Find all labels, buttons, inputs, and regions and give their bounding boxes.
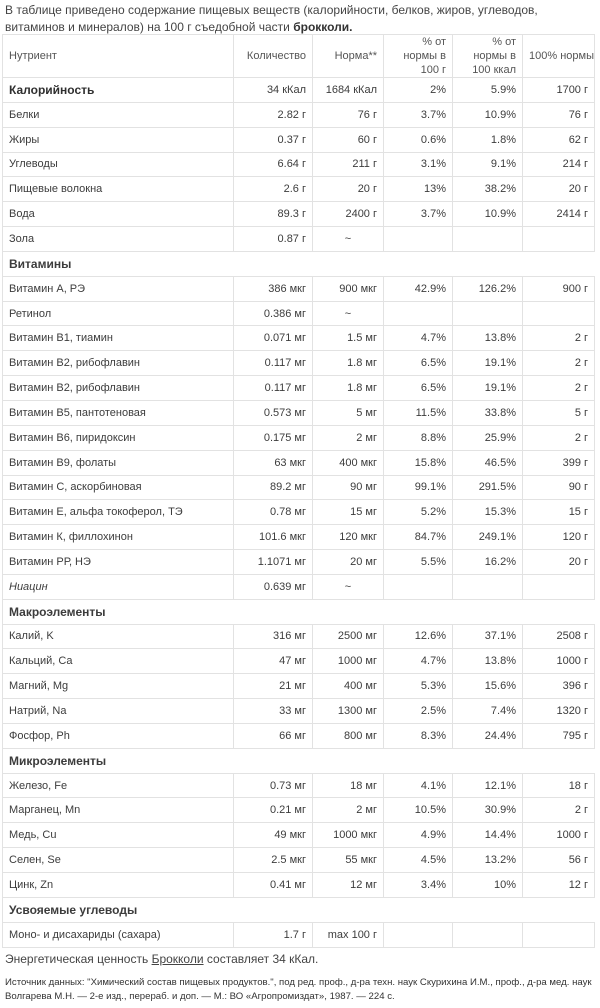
pct-100g-cell: 11.5% xyxy=(384,400,453,425)
full-norm-cell: 2 г xyxy=(523,798,595,823)
pct-100g-cell: 0.6% xyxy=(384,127,453,152)
amount-cell: 21 мг xyxy=(234,674,313,699)
full-norm-cell: 62 г xyxy=(523,127,595,152)
col-header-pct-100g: % от нормы в 100 г xyxy=(384,35,453,78)
section-filler xyxy=(453,599,523,624)
nutrient-name: Железо, Fe xyxy=(3,773,234,798)
table-row xyxy=(3,525,595,550)
pct-100kcal-cell xyxy=(453,301,523,326)
section-filler xyxy=(234,599,313,624)
section-filler xyxy=(313,897,384,922)
amount-cell: 34 кКал xyxy=(234,78,313,103)
pct-100kcal-cell: 13.8% xyxy=(453,326,523,351)
pct-100g-cell: 5.5% xyxy=(384,550,453,575)
table-row xyxy=(3,351,595,376)
amount-cell: 0.87 г xyxy=(234,227,313,252)
pct-100kcal-cell xyxy=(453,922,523,947)
pct-100g-cell: 99.1% xyxy=(384,475,453,500)
section-filler xyxy=(234,897,313,922)
full-norm-cell: 20 г xyxy=(523,550,595,575)
pct-100g-cell: 12.6% xyxy=(384,624,453,649)
pct-100kcal-cell: 126.2% xyxy=(453,276,523,301)
pct-100kcal-cell: 10.9% xyxy=(453,202,523,227)
nutrient-name: Ретинол xyxy=(3,301,234,326)
col-header-norm: Норма** xyxy=(313,35,384,78)
pct-100kcal-cell: 19.1% xyxy=(453,351,523,376)
nutrition-table xyxy=(2,34,595,948)
section-filler xyxy=(523,748,595,773)
norm-cell: 400 мкг xyxy=(313,450,384,475)
nutrient-name: Калий, K xyxy=(3,624,234,649)
norm-cell: 1000 мг xyxy=(313,649,384,674)
pct-100kcal-cell: 7.4% xyxy=(453,699,523,724)
amount-cell: 101.6 мкг xyxy=(234,525,313,550)
product-link[interactable]: Брокколи xyxy=(151,952,204,966)
norm-cell: 2 мг xyxy=(313,425,384,450)
full-norm-cell: 5 г xyxy=(523,400,595,425)
pct-100g-cell: 8.3% xyxy=(384,723,453,748)
norm-cell: 5 мг xyxy=(313,400,384,425)
section-filler xyxy=(523,251,595,276)
section-title: Макроэлементы xyxy=(3,599,234,624)
amount-cell: 316 мг xyxy=(234,624,313,649)
full-norm-cell: 76 г xyxy=(523,102,595,127)
amount-cell: 0.37 г xyxy=(234,127,313,152)
nutrient-name: Вода xyxy=(3,202,234,227)
pct-100g-cell: 10.5% xyxy=(384,798,453,823)
norm-cell: 2400 г xyxy=(313,202,384,227)
table-row xyxy=(3,301,595,326)
pct-100g-cell: 3.7% xyxy=(384,102,453,127)
nutrient-name: Витамин В2, рибофлавин xyxy=(3,351,234,376)
table-row xyxy=(3,127,595,152)
nutrient-name: Витамин C, аскорбиновая xyxy=(3,475,234,500)
amount-cell: 0.386 мг xyxy=(234,301,313,326)
table-row xyxy=(3,574,595,599)
norm-cell: 120 мкг xyxy=(313,525,384,550)
source-citation: Источник данных: "Химический состав пищевых продуктов.", под ред. проф., д-ра техн. наук Скурихина И.М., проф., д-ра мед. наук Волгарева М.Н. — 2-е изд., перераб. и доп. — М.: ВО «Агропромиздат», 1987. — 224 с. xyxy=(5,977,592,1002)
table-row xyxy=(3,376,595,401)
pct-100kcal-cell: 291.5% xyxy=(453,475,523,500)
pct-100g-cell: 5.2% xyxy=(384,500,453,525)
nutrient-name: Марганец, Mn xyxy=(3,798,234,823)
nutrient-name: Витамин В9, фолаты xyxy=(3,450,234,475)
table-row xyxy=(3,276,595,301)
section-header-row xyxy=(3,897,595,922)
norm-cell: 1000 мкг xyxy=(313,823,384,848)
nutrient-name: Моно- и дисахариды (сахара) xyxy=(3,922,234,947)
pct-100kcal-cell: 33.8% xyxy=(453,400,523,425)
amount-cell: 0.78 мг xyxy=(234,500,313,525)
amount-cell: 0.639 мг xyxy=(234,574,313,599)
section-filler xyxy=(523,599,595,624)
pct-100g-cell: 4.1% xyxy=(384,773,453,798)
amount-cell: 49 мкг xyxy=(234,823,313,848)
pct-100g-cell: 4.5% xyxy=(384,848,453,873)
norm-cell: 1.8 мг xyxy=(313,351,384,376)
full-norm-cell: 1000 г xyxy=(523,649,595,674)
nutrient-name: Витамин В5, пантотеновая xyxy=(3,400,234,425)
col-header-nutrient: Нутриент xyxy=(3,35,234,78)
section-filler xyxy=(453,897,523,922)
nutrient-name: Витамин В6, пиридоксин xyxy=(3,425,234,450)
amount-cell: 0.117 мг xyxy=(234,376,313,401)
table-row xyxy=(3,78,595,103)
pct-100kcal-cell: 9.1% xyxy=(453,152,523,177)
amount-cell: 2.6 г xyxy=(234,177,313,202)
col-header-amount: Количество xyxy=(234,35,313,78)
section-filler xyxy=(384,251,453,276)
section-filler xyxy=(313,599,384,624)
pct-100g-cell: 2.5% xyxy=(384,699,453,724)
full-norm-cell: 795 г xyxy=(523,723,595,748)
amount-cell: 0.071 мг xyxy=(234,326,313,351)
amount-cell: 2.82 г xyxy=(234,102,313,127)
full-norm-cell: 2414 г xyxy=(523,202,595,227)
pct-100kcal-cell: 249.1% xyxy=(453,525,523,550)
pct-100g-cell: 3.7% xyxy=(384,202,453,227)
nutrient-name: Углеводы xyxy=(3,152,234,177)
norm-cell: 800 мг xyxy=(313,723,384,748)
pct-100kcal-cell: 37.1% xyxy=(453,624,523,649)
full-norm-cell: 120 г xyxy=(523,525,595,550)
pct-100kcal-cell xyxy=(453,574,523,599)
full-norm-cell: 20 г xyxy=(523,177,595,202)
table-row xyxy=(3,823,595,848)
table-row xyxy=(3,550,595,575)
amount-cell: 2.5 мкг xyxy=(234,848,313,873)
norm-cell: ~ xyxy=(313,227,384,252)
amount-cell: 0.41 мг xyxy=(234,873,313,898)
pct-100g-cell: 4.7% xyxy=(384,326,453,351)
full-norm-cell: 2508 г xyxy=(523,624,595,649)
full-norm-cell xyxy=(523,227,595,252)
pct-100g-cell: 3.4% xyxy=(384,873,453,898)
pct-100g-cell xyxy=(384,922,453,947)
table-row xyxy=(3,922,595,947)
section-filler xyxy=(234,748,313,773)
nutrient-name: Ниацин xyxy=(3,574,234,599)
norm-cell: 900 мкг xyxy=(313,276,384,301)
table-row xyxy=(3,400,595,425)
pct-100g-cell: 4.7% xyxy=(384,649,453,674)
norm-cell: 76 г xyxy=(313,102,384,127)
pct-100kcal-cell xyxy=(453,227,523,252)
norm-cell: 1684 кКал xyxy=(313,78,384,103)
col-header-full-norm: 100% нормы xyxy=(523,35,595,78)
amount-cell: 1.7 г xyxy=(234,922,313,947)
nutrient-name: Витамин В2, рибофлавин xyxy=(3,376,234,401)
pct-100g-cell xyxy=(384,227,453,252)
table-row xyxy=(3,475,595,500)
pct-100g-cell xyxy=(384,301,453,326)
amount-cell: 0.117 мг xyxy=(234,351,313,376)
table-row xyxy=(3,798,595,823)
section-filler xyxy=(453,251,523,276)
pct-100kcal-cell: 10.9% xyxy=(453,102,523,127)
full-norm-cell: 214 г xyxy=(523,152,595,177)
pct-100g-cell: 42.9% xyxy=(384,276,453,301)
nutrient-name: Витамин К, филлохинон xyxy=(3,525,234,550)
table-row xyxy=(3,773,595,798)
amount-cell: 47 мг xyxy=(234,649,313,674)
pct-100kcal-cell: 15.6% xyxy=(453,674,523,699)
nutrient-name: Цинк, Zn xyxy=(3,873,234,898)
full-norm-cell: 15 г xyxy=(523,500,595,525)
amount-cell: 33 мг xyxy=(234,699,313,724)
section-filler xyxy=(384,748,453,773)
table-header-row xyxy=(3,35,595,78)
full-norm-cell: 900 г xyxy=(523,276,595,301)
pct-100kcal-cell: 10% xyxy=(453,873,523,898)
pct-100kcal-cell: 25.9% xyxy=(453,425,523,450)
full-norm-cell: 18 г xyxy=(523,773,595,798)
norm-cell: 1.5 мг xyxy=(313,326,384,351)
section-title: Микроэлементы xyxy=(3,748,234,773)
intro-sentence: В таблице приведено содержание пищевых веществ (калорийности, белков, жиров, углеводов, витаминов и минералов) на 100 г съедобной части xyxy=(5,3,538,34)
full-norm-cell: 396 г xyxy=(523,674,595,699)
table-row xyxy=(3,450,595,475)
pct-100g-cell: 6.5% xyxy=(384,351,453,376)
pct-100kcal-cell: 30.9% xyxy=(453,798,523,823)
full-norm-cell xyxy=(523,574,595,599)
norm-cell: 1300 мг xyxy=(313,699,384,724)
pct-100kcal-cell: 15.3% xyxy=(453,500,523,525)
amount-cell: 0.21 мг xyxy=(234,798,313,823)
full-norm-cell: 1320 г xyxy=(523,699,595,724)
pct-100kcal-cell: 14.4% xyxy=(453,823,523,848)
table-row xyxy=(3,227,595,252)
nutrient-name: Витамин А, РЭ xyxy=(3,276,234,301)
section-filler xyxy=(453,748,523,773)
table-row xyxy=(3,624,595,649)
section-title: Витамины xyxy=(3,251,234,276)
norm-cell: 18 мг xyxy=(313,773,384,798)
pct-100g-cell: 8.8% xyxy=(384,425,453,450)
pct-100g-cell: 2% xyxy=(384,78,453,103)
full-norm-cell: 399 г xyxy=(523,450,595,475)
amount-cell: 89.3 г xyxy=(234,202,313,227)
table-row xyxy=(3,723,595,748)
nutrient-name: Кальций, Ca xyxy=(3,649,234,674)
table-row xyxy=(3,674,595,699)
pct-100g-cell: 5.3% xyxy=(384,674,453,699)
norm-cell: ~ xyxy=(313,574,384,599)
table-row xyxy=(3,326,595,351)
section-header-row xyxy=(3,748,595,773)
norm-cell: 55 мкг xyxy=(313,848,384,873)
pct-100g-cell: 84.7% xyxy=(384,525,453,550)
full-norm-cell: 1700 г xyxy=(523,78,595,103)
norm-cell: max 100 г xyxy=(313,922,384,947)
norm-cell: 15 мг xyxy=(313,500,384,525)
pct-100kcal-cell: 13.8% xyxy=(453,649,523,674)
table-row xyxy=(3,177,595,202)
table-row xyxy=(3,699,595,724)
pct-100g-cell: 6.5% xyxy=(384,376,453,401)
amount-cell: 66 мг xyxy=(234,723,313,748)
full-norm-cell xyxy=(523,922,595,947)
pct-100g-cell: 3.1% xyxy=(384,152,453,177)
table-row xyxy=(3,500,595,525)
table-row xyxy=(3,848,595,873)
full-norm-cell: 12 г xyxy=(523,873,595,898)
pct-100kcal-cell: 16.2% xyxy=(453,550,523,575)
table-row xyxy=(3,102,595,127)
section-title: Усвояемые углеводы xyxy=(3,897,234,922)
nutrient-name: Магний, Mg xyxy=(3,674,234,699)
nutrient-name: Пищевые волокна xyxy=(3,177,234,202)
norm-cell: ~ xyxy=(313,301,384,326)
norm-cell: 2500 мг xyxy=(313,624,384,649)
nutrient-name: Витамин РР, НЭ xyxy=(3,550,234,575)
pct-100kcal-cell: 1.8% xyxy=(453,127,523,152)
norm-cell: 90 мг xyxy=(313,475,384,500)
pct-100kcal-cell: 38.2% xyxy=(453,177,523,202)
energy-summary xyxy=(5,952,318,966)
full-norm-cell: 2 г xyxy=(523,425,595,450)
pct-100g-cell: 15.8% xyxy=(384,450,453,475)
pct-100g-cell: 13% xyxy=(384,177,453,202)
pct-100kcal-cell: 13.2% xyxy=(453,848,523,873)
nutrient-name: Жиры xyxy=(3,127,234,152)
nutrient-name: Фосфор, Ph xyxy=(3,723,234,748)
section-filler xyxy=(384,599,453,624)
pct-100kcal-cell: 24.4% xyxy=(453,723,523,748)
full-norm-cell: 1000 г xyxy=(523,823,595,848)
section-filler xyxy=(313,748,384,773)
nutrient-name: Селен, Se xyxy=(3,848,234,873)
section-filler xyxy=(384,897,453,922)
nutrient-name: Витамин Е, альфа токоферол, ТЭ xyxy=(3,500,234,525)
table-row xyxy=(3,152,595,177)
norm-cell: 60 г xyxy=(313,127,384,152)
nutrient-name: Медь, Cu xyxy=(3,823,234,848)
section-header-row xyxy=(3,251,595,276)
nutrient-name: Зола xyxy=(3,227,234,252)
table-row xyxy=(3,873,595,898)
full-norm-cell xyxy=(523,301,595,326)
pct-100kcal-cell: 19.1% xyxy=(453,376,523,401)
section-filler xyxy=(313,251,384,276)
amount-cell: 89.2 мг xyxy=(234,475,313,500)
amount-cell: 0.175 мг xyxy=(234,425,313,450)
norm-cell: 12 мг xyxy=(313,873,384,898)
section-filler xyxy=(234,251,313,276)
section-filler xyxy=(523,897,595,922)
pct-100kcal-cell: 12.1% xyxy=(453,773,523,798)
pct-100g-cell: 4.9% xyxy=(384,823,453,848)
norm-cell: 1.8 мг xyxy=(313,376,384,401)
full-norm-cell: 90 г xyxy=(523,475,595,500)
full-norm-cell: 56 г xyxy=(523,848,595,873)
norm-cell: 211 г xyxy=(313,152,384,177)
amount-cell: 386 мкг xyxy=(234,276,313,301)
nutrient-name: Белки xyxy=(3,102,234,127)
norm-cell: 2 мг xyxy=(313,798,384,823)
full-norm-cell: 2 г xyxy=(523,376,595,401)
nutrient-name: Натрий, Na xyxy=(3,699,234,724)
norm-cell: 400 мг xyxy=(313,674,384,699)
nutrient-name: Витамин В1, тиамин xyxy=(3,326,234,351)
intro-product: брокколи. xyxy=(293,20,353,34)
col-header-pct-100kcal: % от нормы в 100 ккал xyxy=(453,35,523,78)
full-norm-cell: 2 г xyxy=(523,351,595,376)
energy-prefix: Энергетическая ценность xyxy=(5,952,149,966)
amount-cell: 63 мкг xyxy=(234,450,313,475)
amount-cell: 0.573 мг xyxy=(234,400,313,425)
nutrient-name: Калорийность xyxy=(3,78,234,103)
norm-cell: 20 мг xyxy=(313,550,384,575)
amount-cell: 6.64 г xyxy=(234,152,313,177)
pct-100kcal-cell: 5.9% xyxy=(453,78,523,103)
table-row xyxy=(3,649,595,674)
full-norm-cell: 2 г xyxy=(523,326,595,351)
norm-cell: 20 г xyxy=(313,177,384,202)
table-row xyxy=(3,425,595,450)
table-row xyxy=(3,202,595,227)
amount-cell: 0.73 мг xyxy=(234,773,313,798)
section-header-row xyxy=(3,599,595,624)
pct-100g-cell xyxy=(384,574,453,599)
pct-100kcal-cell: 46.5% xyxy=(453,450,523,475)
amount-cell: 1.1071 мг xyxy=(234,550,313,575)
table-body xyxy=(3,78,595,948)
intro-text xyxy=(5,2,595,36)
energy-suffix: составляет 34 кКал. xyxy=(206,952,319,966)
